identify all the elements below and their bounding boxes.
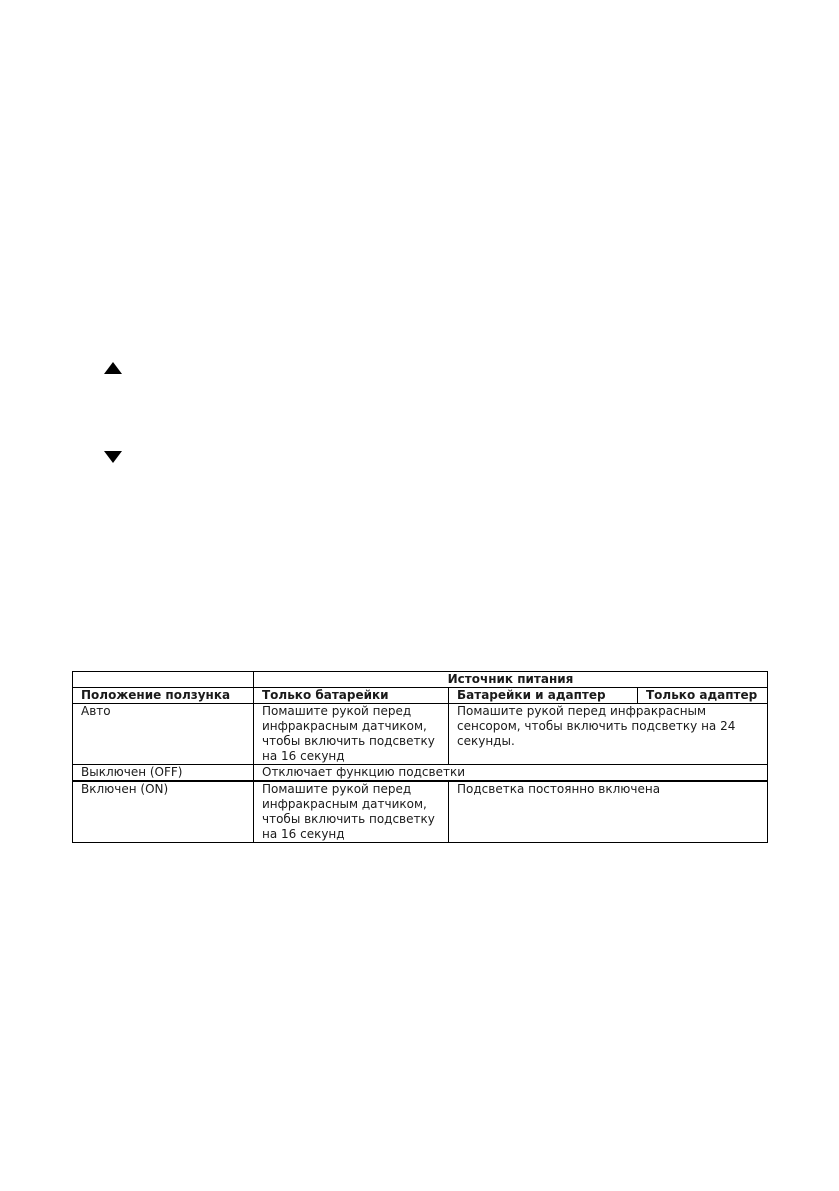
position-cell-auto: Авто bbox=[73, 704, 254, 765]
adapter-cell-auto: Помашите рукой перед инфракрасным сенсором, чтобы включить подсветку на 24 секунды. bbox=[449, 704, 768, 765]
slider-position-header: Положение ползунка bbox=[73, 688, 254, 704]
position-cell-off: Выключен (OFF) bbox=[73, 765, 254, 782]
adapter-only-header: Только адаптер bbox=[638, 688, 768, 704]
table-row-auto bbox=[73, 704, 768, 765]
empty-header-cell bbox=[73, 672, 254, 688]
batteries-cell-auto: Помашите рукой перед инфракрасным датчиком, чтобы включить подсветку на 16 секунд bbox=[254, 704, 449, 765]
table-row-off bbox=[73, 765, 768, 782]
triangle-down-icon bbox=[104, 451, 122, 463]
batteries-adapter-header: Батарейки и адаптер bbox=[449, 688, 638, 704]
table-row-on bbox=[73, 781, 768, 843]
triangle-up-icon bbox=[104, 362, 122, 374]
batteries-only-header: Только батарейки bbox=[254, 688, 449, 704]
batteries-cell-on: Помашите рукой перед инфракрасным датчиком, чтобы включить подсветку на 16 секунд bbox=[254, 781, 449, 843]
adapter-cell-on: Подсветка постоянно включена bbox=[449, 781, 768, 843]
power-source-header: Источник питания bbox=[254, 672, 768, 688]
backlight-mode-table bbox=[72, 671, 768, 843]
all-sources-cell-off: Отключает функцию подсветки bbox=[254, 765, 768, 782]
table-group-header-row bbox=[73, 672, 768, 688]
table-column-header-row bbox=[73, 688, 768, 704]
position-cell-on: Включен (ON) bbox=[73, 781, 254, 843]
